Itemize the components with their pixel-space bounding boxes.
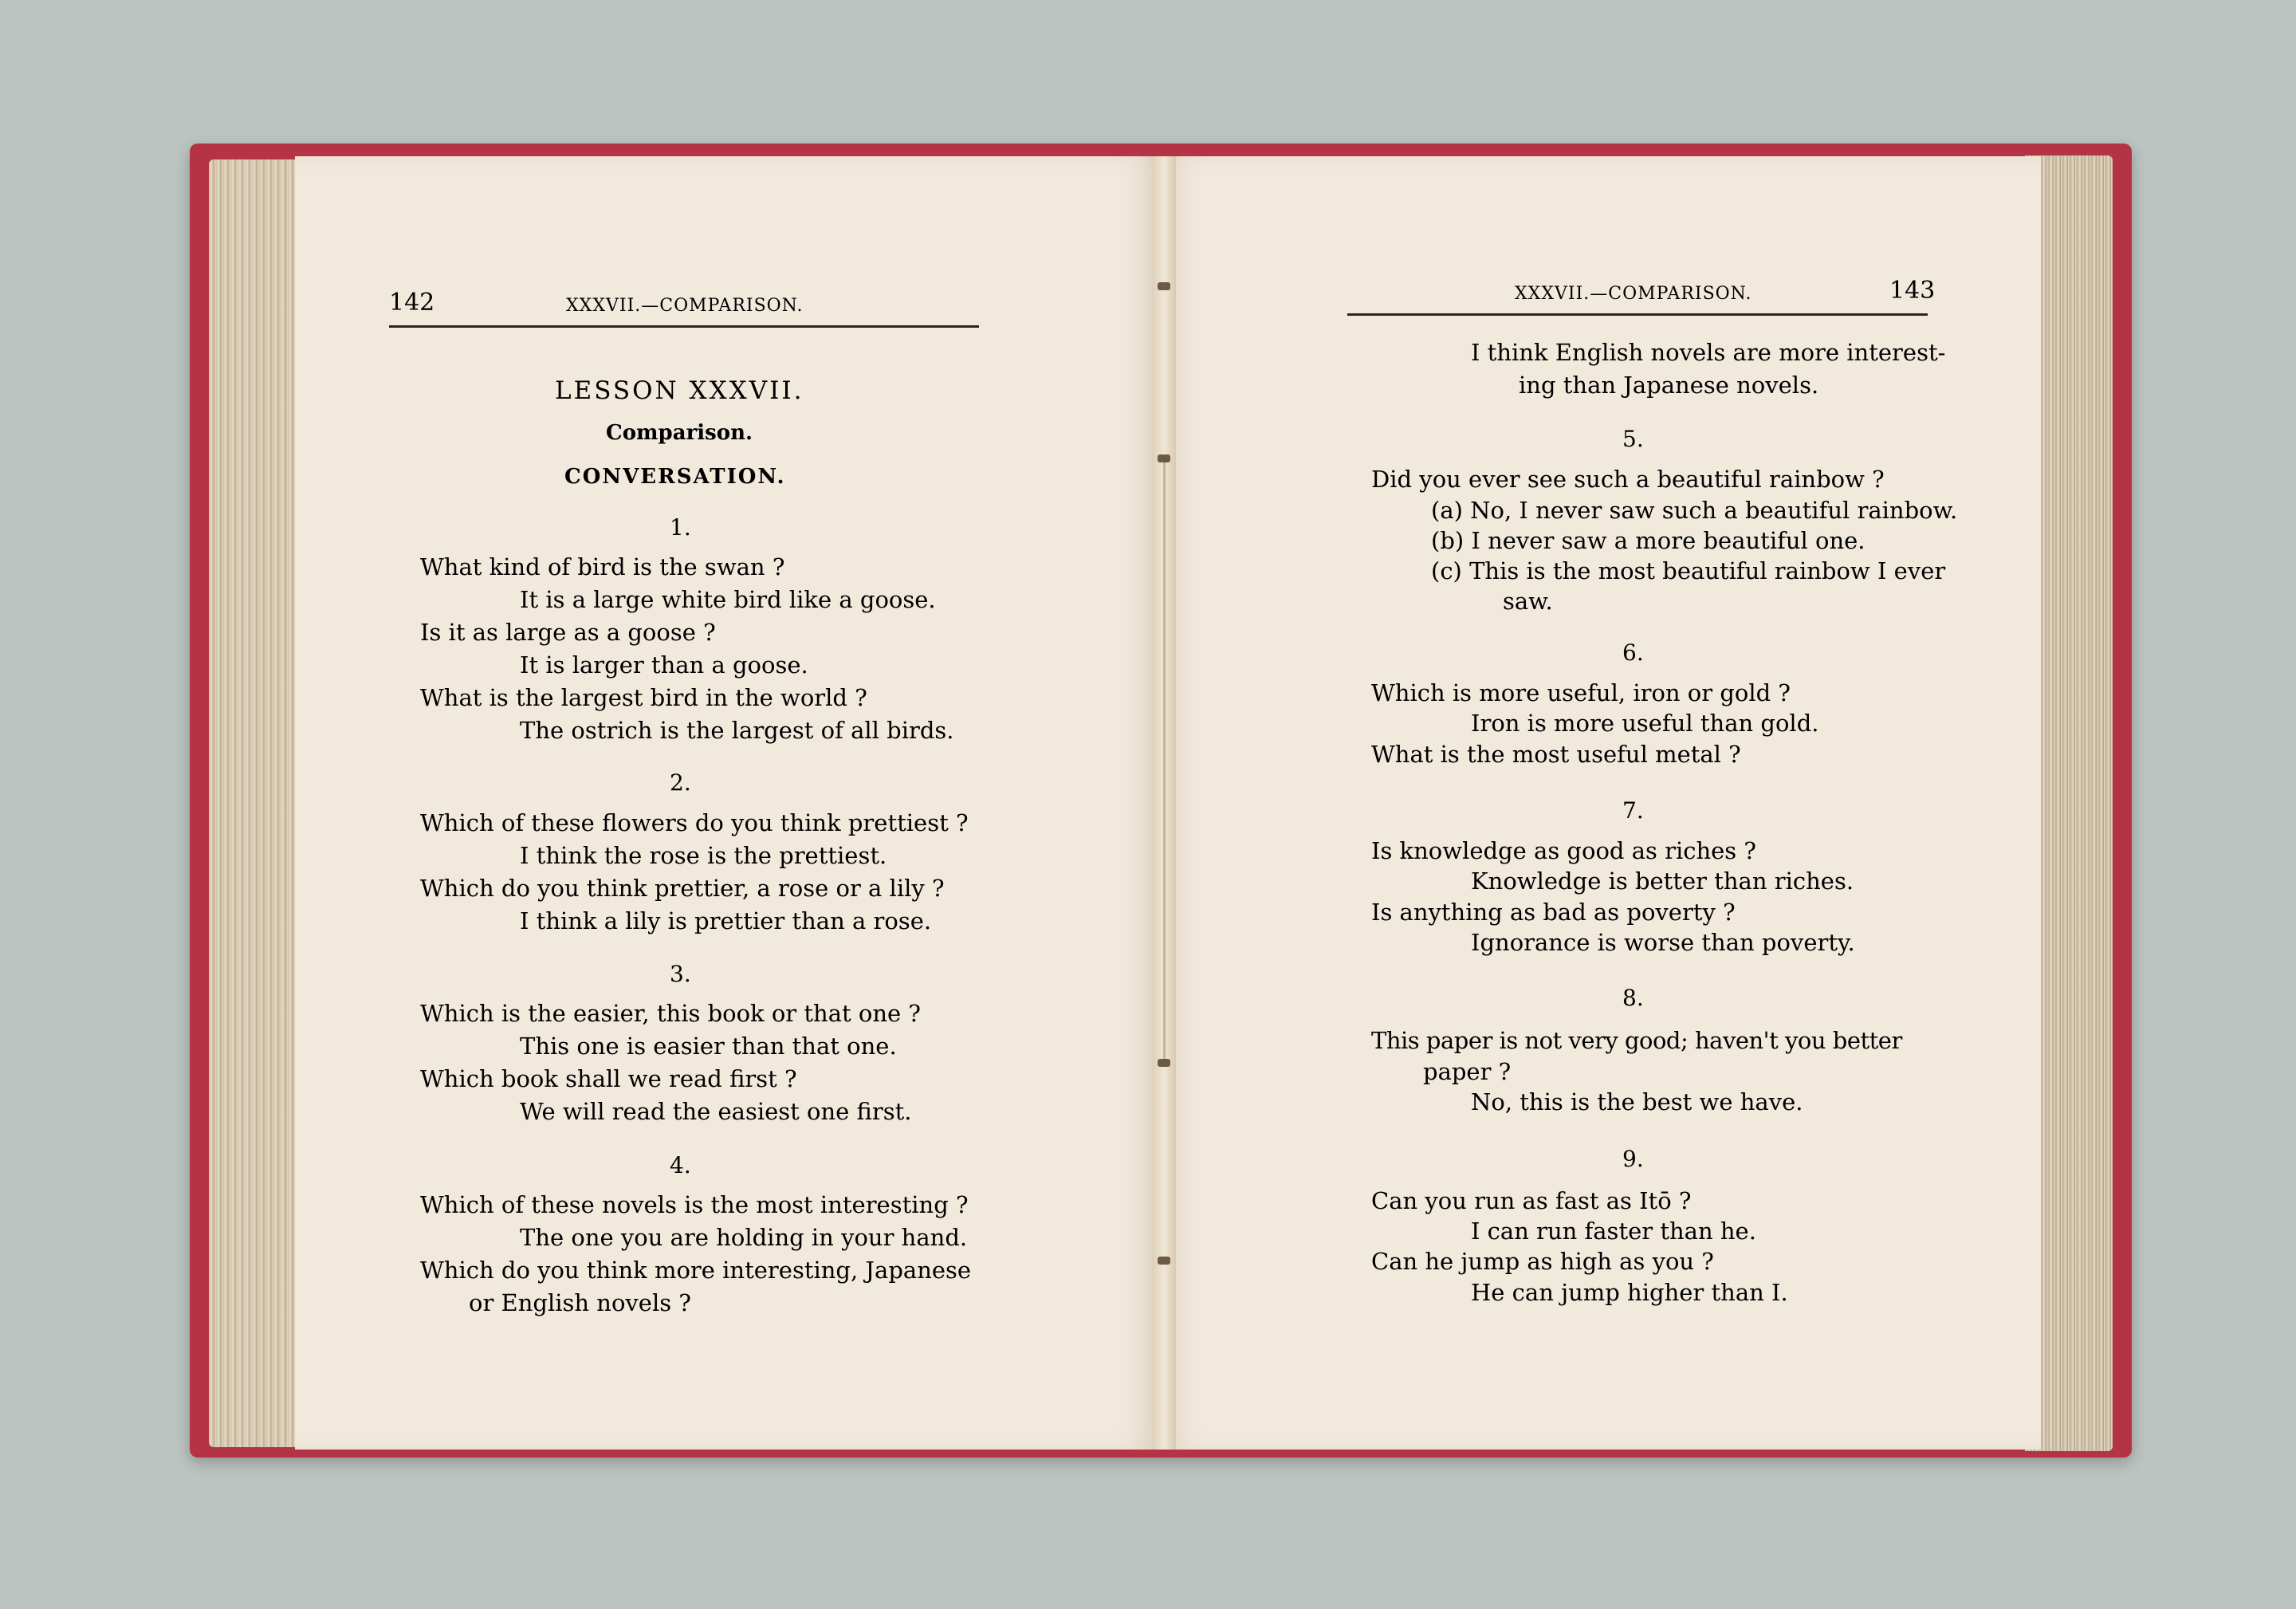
question-line: Is it as large as a goose ? (420, 619, 716, 646)
section-number: 9. (1622, 1146, 1644, 1172)
lesson-title: LESSON XXXVII. (555, 376, 804, 405)
section-number: 8. (1622, 985, 1644, 1011)
section-number: 2. (670, 769, 691, 796)
section-number: 6. (1622, 639, 1644, 666)
question-line: Which of these flowers do you think prettiest ? (420, 809, 969, 836)
question-line: What is the largest bird in the world ? (420, 684, 867, 711)
right-page-number: 143 (1889, 277, 1936, 305)
question-line: paper ? (1423, 1058, 1512, 1085)
answer-line: I think a lily is prettier than a rose. (520, 907, 932, 934)
answer-line: The one you are holding in your hand. (520, 1224, 968, 1251)
answer-line: I think the rose is the prettiest. (520, 842, 887, 869)
answer-line: He can jump higher than I. (1471, 1279, 1788, 1306)
question-line: What kind of bird is the swan ? (420, 553, 785, 580)
page-edges-left (209, 159, 305, 1447)
section-title: CONVERSATION. (564, 465, 786, 489)
continuation-line: I think English novels are more interest- (1471, 339, 1946, 366)
right-header-rule (1347, 313, 1928, 316)
section-number: 3. (670, 961, 691, 987)
answer-line: This one is easier than that one. (520, 1033, 897, 1060)
binding-thread (1163, 458, 1166, 1060)
answer-line: I can run faster than he. (1471, 1218, 1756, 1245)
binding-stitch (1158, 1257, 1170, 1265)
question-line: Can you run as fast as Itō ? (1371, 1187, 1692, 1214)
answer-line: (a) No, I never saw such a beautiful rainbow. (1431, 497, 1958, 524)
answer-line: (c) This is the most beautiful rainbow I ever (1431, 557, 1946, 584)
left-running-header: XXXVII.—COMPARISON. (566, 296, 804, 316)
question-line: Which is more useful, iron or gold ? (1371, 679, 1791, 706)
binding-stitch (1158, 1059, 1170, 1067)
right-running-header: XXXVII.—COMPARISON. (1515, 284, 1752, 304)
section-number: 7. (1622, 797, 1644, 824)
section-number: 4. (670, 1152, 691, 1178)
answer-line: saw. (1503, 588, 1553, 615)
answer-line: Knowledge is better than riches. (1471, 867, 1854, 895)
question-line: Which is the easier, this book or that one ? (420, 1000, 921, 1027)
question-line: Did you ever see such a beautiful rainbow ? (1371, 466, 1885, 493)
binding-stitch (1158, 282, 1170, 290)
question-line: Is knowledge as good as riches ? (1371, 837, 1756, 864)
left-header-rule (389, 325, 979, 328)
question-line: Which do you think prettier, a rose or a lily ? (420, 875, 945, 902)
question-line: Is anything as bad as poverty ? (1371, 899, 1736, 926)
question-line: or English novels ? (469, 1289, 691, 1316)
question-line: Which do you think more interesting, Japanese (420, 1257, 972, 1284)
answer-line: We will read the easiest one first. (520, 1098, 912, 1125)
question-line: Can he jump as high as you ? (1371, 1248, 1714, 1275)
left-page (295, 156, 1160, 1450)
binding-stitch (1158, 454, 1170, 462)
answer-line: Iron is more useful than gold. (1471, 710, 1819, 737)
lesson-subtitle: Comparison. (606, 421, 753, 445)
section-number: 1. (670, 514, 691, 541)
answer-line: The ostrich is the largest of all birds. (520, 717, 954, 744)
question-line: What is the most useful metal ? (1371, 741, 1741, 768)
question-line: Which of these novels is the most interesting ? (420, 1191, 969, 1218)
answer-line: Ignorance is worse than poverty. (1471, 929, 1855, 956)
question-line: This paper is not very good; haven't you better (1371, 1027, 1902, 1054)
answer-line: It is a large white bird like a goose. (520, 586, 936, 613)
answer-line: No, this is the best we have. (1471, 1088, 1803, 1115)
answer-line: (b) I never saw a more beautiful one. (1431, 527, 1866, 554)
section-number: 5. (1622, 426, 1644, 452)
answer-line: It is larger than a goose. (520, 651, 808, 679)
left-page-number: 142 (389, 289, 435, 317)
question-line: Which book shall we read first ? (420, 1065, 797, 1092)
continuation-line: ing than Japanese novels. (1519, 372, 1819, 399)
